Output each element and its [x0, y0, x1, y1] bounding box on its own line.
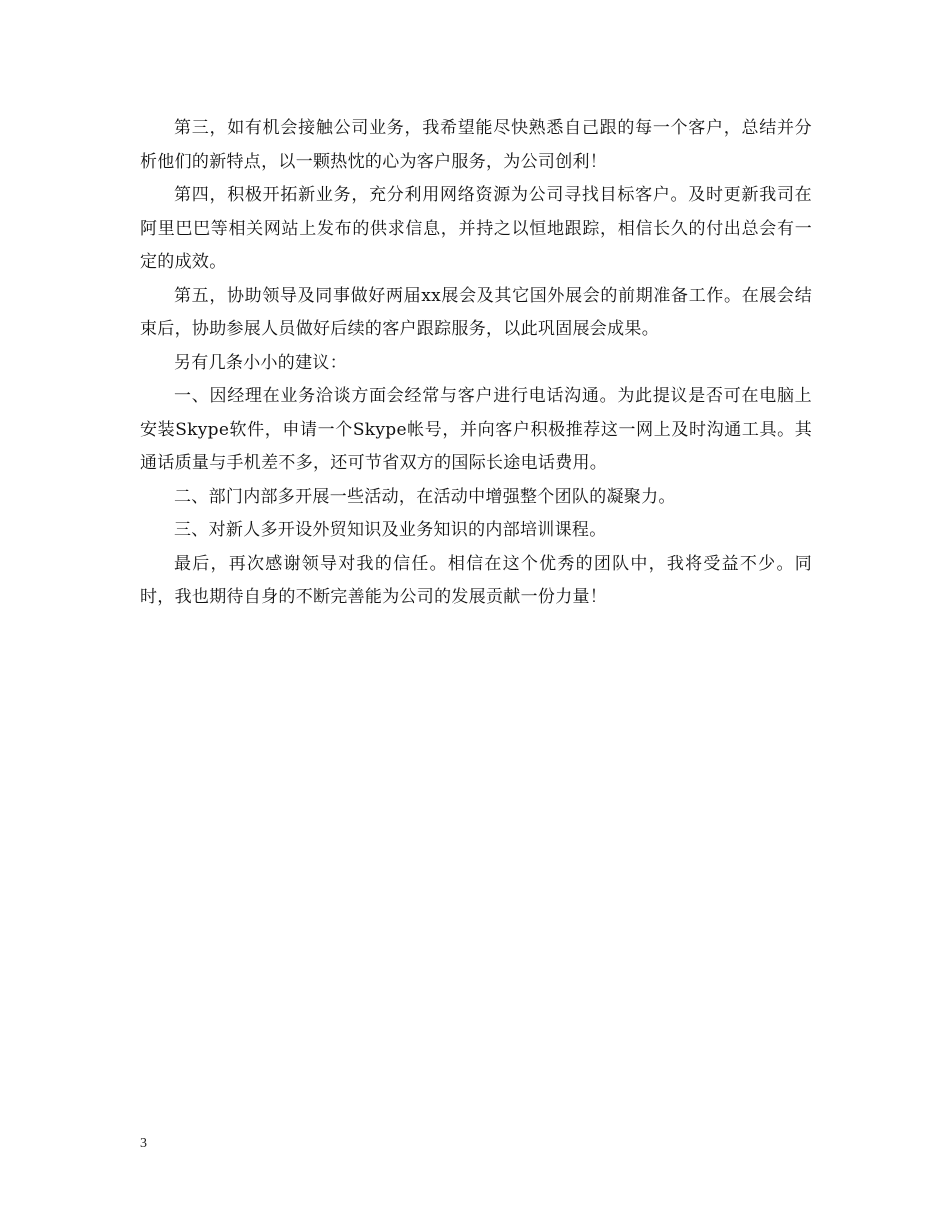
paragraph-suggestions-intro: 另有几条小小的建议：	[174, 352, 347, 373]
paragraph-closing: 最后，再次感谢领导对我的信任。相信在这个优秀的团队中，我将受益不少。同时，我也期待自身的不断完善能为公司的发展贡献一份力量！	[140, 553, 812, 607]
paragraph-third-point: 第三，如有机会接触公司业务，我希望能尽快熟悉自己跟的每一个客户，总结并分析他们的新特点，以一颗热忱的心为客户服务，为公司创利！	[140, 118, 812, 172]
page-number: 3	[140, 1136, 147, 1151]
paragraph-suggestion-three: 三、对新人多开设外贸知识及业务知识的内部培训课程。	[174, 520, 607, 540]
paragraph-fourth-point: 第四，积极开拓新业务，充分利用网络资源为公司寻找目标客户。及时更新我司在阿里巴巴等相关网站上发布的供求信息，并持之以恒地跟踪，相信长久的付出总会有一定的成效。	[140, 185, 812, 272]
paragraph-suggestion-one: 一、因经理在业务洽谈方面会经常与客户进行电话沟通。为此提议是否可在电脑上安装Skype软件，申请一个Skype帐号，并向客户积极推荐这一网上及时沟通工具。其通话质量与手机差不多，还可节省双方的国际长途电话费用。	[140, 386, 812, 473]
paragraph-fifth-point: 第五，协助领导及同事做好两届xx展会及其它国外展会的前期准备工作。在展会结束后，协助参展人员做好后续的客户跟踪服务，以此巩固展会成果。	[140, 285, 812, 339]
paragraph-suggestion-two: 二、部门内部多开展一些活动，在活动中增强整个团队的凝聚力。	[174, 486, 676, 507]
document-body	[140, 112, 812, 615]
